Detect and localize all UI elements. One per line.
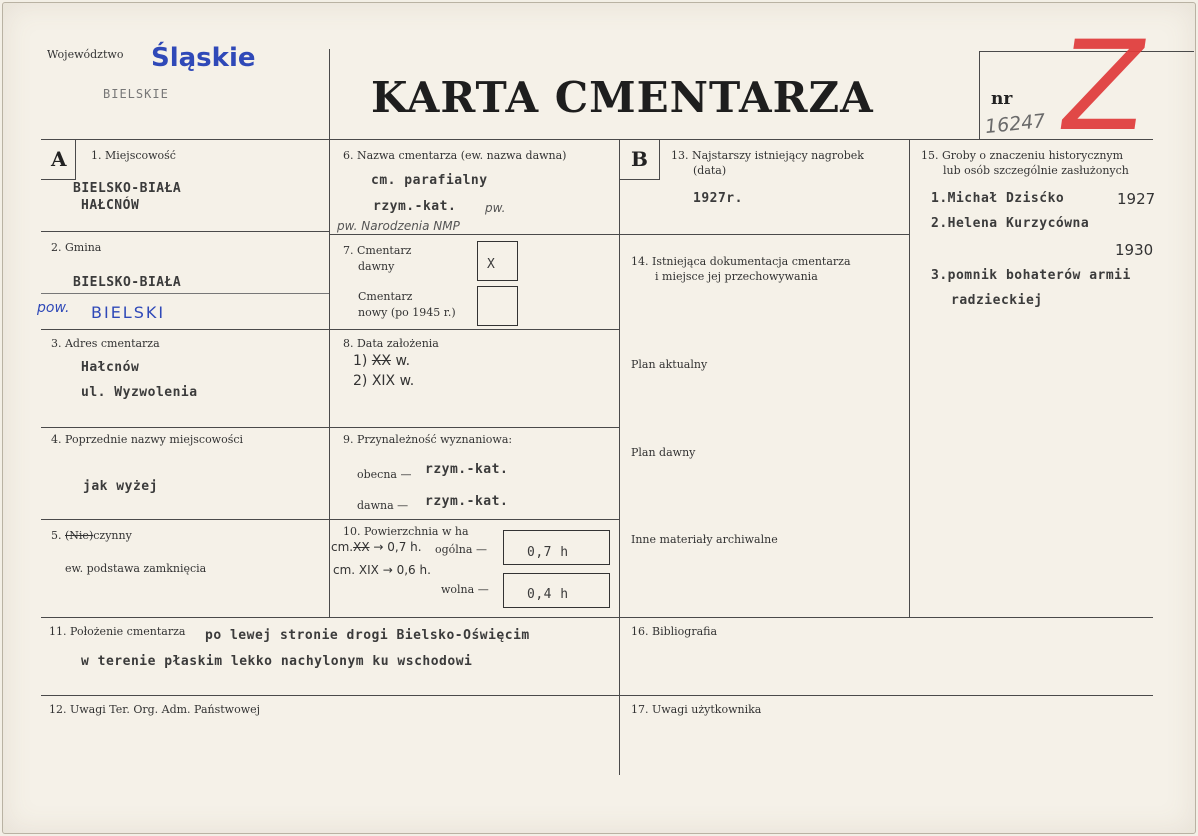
- nr-value: 16247: [984, 109, 1047, 139]
- field-7-dawny-box: [477, 241, 518, 281]
- field-15-label2: lub osób szczególnie zasłużonych: [943, 164, 1129, 177]
- field-1-line1: BIELSKO-BIAŁA: [73, 181, 182, 196]
- field-8-line1: 1) XX w.: [353, 353, 411, 369]
- grave-1-year: 1927: [1117, 190, 1156, 208]
- inne-materialy-label: Inne materiały archiwalne: [631, 533, 778, 546]
- wojewodztwo-label: Województwo: [47, 48, 124, 61]
- cemetery-card: [2, 2, 1196, 834]
- nr-label: nr: [991, 89, 1013, 109]
- field-7-label: 7. Cmentarz: [343, 244, 412, 257]
- plan-aktualny-label: Plan aktualny: [631, 358, 708, 371]
- field-14-label: 14. Istniejąca dokumentacja cmentarza: [631, 255, 851, 268]
- field-1-label: 1. Miejscowość: [91, 149, 176, 162]
- grave-2-name: 2.Helena Kurzycówna: [931, 216, 1090, 231]
- field-6-line2: rzym.-kat.: [373, 199, 457, 214]
- field-11-line2: w terenie płaskim lekko nachylonym ku wschodowi: [81, 654, 473, 669]
- field-3-line1: Hałcnów: [81, 360, 140, 375]
- plan-dawny-label: Plan dawny: [631, 446, 696, 459]
- field-7-nowy-label2: nowy (po 1945 r.): [358, 306, 456, 319]
- field-10-note1: cm.XX → 0,7 h.: [331, 540, 422, 554]
- field-13-label2: (data): [693, 164, 727, 177]
- field-11-line1: po lewej stronie drogi Bielsko-Oświęcim: [205, 628, 530, 643]
- field-10-note2: cm. XIX → 0,6 h.: [333, 563, 431, 577]
- section-b-letter: B: [631, 147, 648, 171]
- field-6-pencil-1: pw.: [485, 201, 506, 215]
- grave-2-year: 1930: [1115, 241, 1154, 259]
- category-mark-z: Z: [1050, 15, 1157, 159]
- field-2-value: BIELSKO-BIAŁA: [73, 275, 182, 290]
- field-2-pow-prefix: pow.: [37, 300, 70, 316]
- field-8-label: 8. Data założenia: [343, 337, 439, 350]
- field-6-line1: cm. parafialny: [371, 173, 488, 188]
- field-16-label: 16. Bibliografia: [631, 625, 718, 638]
- field-14-label2: i miejsce jej przechowywania: [655, 270, 818, 283]
- field-9-obecna-value: rzym.-kat.: [425, 462, 509, 477]
- field-9-obecna-label: obecna —: [357, 468, 412, 481]
- field-7-nowy-box: [477, 286, 518, 326]
- page-title: KARTA CMENTARZA: [371, 73, 874, 122]
- field-13-value: 1927r.: [693, 191, 743, 206]
- field-9-dawna-value: rzym.-kat.: [425, 494, 509, 509]
- field-4-label: 4. Poprzednie nazwy miejscowości: [51, 433, 244, 446]
- field-7-dawny-mark: X: [487, 257, 496, 272]
- field-10-wolna-label: wolna —: [441, 583, 489, 596]
- field-11-label: 11. Położenie cmentarza: [49, 625, 186, 638]
- field-3-line2: ul. Wyzwolenia: [81, 385, 198, 400]
- field-10-label: 10. Powierzchnia w ha: [343, 525, 469, 538]
- field-9-dawna-label: dawna —: [357, 499, 409, 512]
- field-8-line2: 2) XIX w.: [353, 373, 415, 389]
- field-10-wolna-value: 0,4 h: [527, 587, 569, 602]
- field-10-ogolna-value: 0,7 h: [527, 545, 569, 560]
- field-7-dawny-label: dawny: [358, 260, 395, 273]
- region-typed: BIELSKIE: [103, 87, 169, 101]
- field-10-ogolna-label: ogólna —: [435, 543, 487, 556]
- field-6-pencil-2: pw. Narodzenia NMP: [337, 219, 460, 233]
- field-7-nowy-label: Cmentarz: [358, 290, 413, 303]
- field-1-line2: HAŁCNÓW: [81, 198, 140, 213]
- field-15-label: 15. Groby o znaczeniu historycznym: [921, 149, 1124, 162]
- field-13-label: 13. Najstarszy istniejący nagrobek: [671, 149, 864, 162]
- grave-3-line1: 3.pomnik bohaterów armii: [931, 268, 1131, 283]
- wojewodztwo-value: Śląskie: [151, 43, 256, 73]
- field-17-label: 17. Uwagi użytkownika: [631, 703, 762, 716]
- field-3-label: 3. Adres cmentarza: [51, 337, 160, 350]
- field-5-label: 5. (Nie)czynny: [51, 529, 132, 542]
- field-2-label: 2. Gmina: [51, 241, 102, 254]
- grave-1-name: 1.Michał Dzisćko: [931, 191, 1065, 206]
- field-4-value: jak wyżej: [83, 479, 158, 494]
- field-2-pow-value: BIELSKI: [91, 303, 166, 322]
- field-12-label: 12. Uwagi Ter. Org. Adm. Państwowej: [49, 703, 261, 716]
- section-a-letter: A: [51, 147, 67, 171]
- field-5-sub: ew. podstawa zamknięcia: [65, 562, 207, 575]
- field-6-label: 6. Nazwa cmentarza (ew. nazwa dawna): [343, 149, 567, 162]
- field-9-label: 9. Przynależność wyznaniowa:: [343, 433, 513, 446]
- grave-3-line2: radzieckiej: [951, 293, 1043, 308]
